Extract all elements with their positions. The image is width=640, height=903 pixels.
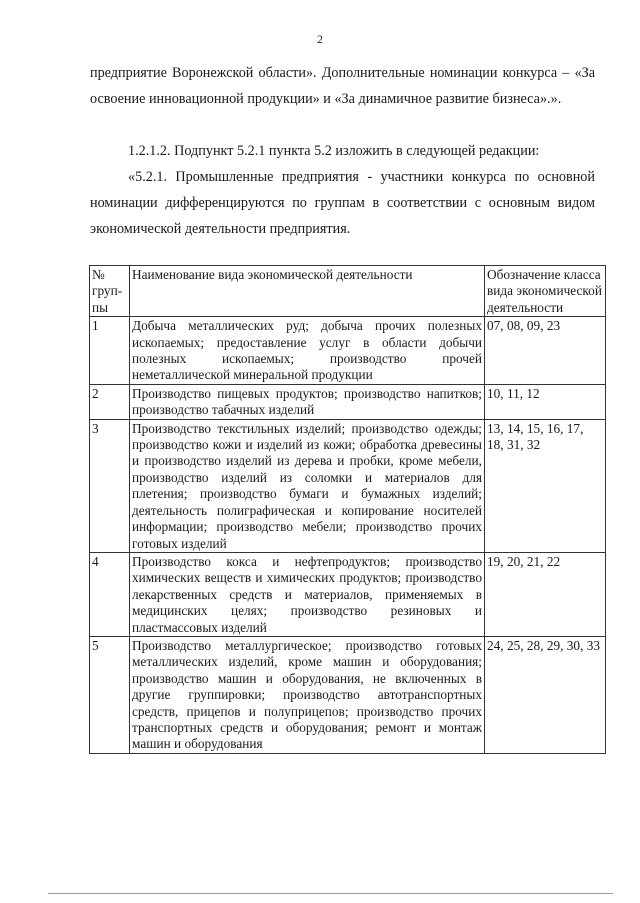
- header-group-number: № груп-пы: [90, 266, 130, 317]
- activity-name-cell: Производство пищевых продуктов; производство напитков; производство табачных изделий: [130, 384, 485, 419]
- header-activity-name: Наименование вида экономической деятельности: [130, 266, 485, 317]
- activity-name-cell: Производство кокса и нефтепродуктов; производство химических веществ и химических продуктов; производство лекарственных средств и материалов, применяемых в медицинских целях; производство резиновых и пластмассовых изделий: [130, 552, 485, 636]
- group-number-cell: 2: [90, 384, 130, 419]
- table-row: [90, 636, 606, 753]
- group-number-cell: 5: [90, 636, 130, 753]
- activity-class-cell: 10, 11, 12: [485, 384, 606, 419]
- table-row: [90, 419, 606, 552]
- activity-name-cell: Добыча металлических руд; добыча прочих полезных ископаемых; предоставление услуг в области добычи полезных ископаемых; производство прочей неметаллической минеральной продукции: [130, 317, 485, 385]
- table-row: [90, 552, 606, 636]
- table-row: [90, 384, 606, 419]
- page-number: 2: [317, 32, 323, 46]
- activity-class-cell: 19, 20, 21, 22: [485, 552, 606, 636]
- paragraph-nominations: предприятие Воронежской области». Дополнительные номинации конкурса – «За освоение инновационной продукции» и «За динамичное развитие бизнеса».».: [90, 65, 595, 107]
- group-number-cell: 1: [90, 317, 130, 385]
- table-header-row: [90, 266, 606, 317]
- group-number-cell: 3: [90, 419, 130, 552]
- activity-groups-table: [89, 265, 606, 754]
- paragraph-subpoint-edit: 1.2.1.2. Подпункт 5.2.1 пункта 5.2 изложить в следующей редакции:: [128, 143, 540, 159]
- table-row: [90, 317, 606, 385]
- group-number-cell: 4: [90, 552, 130, 636]
- activity-name-cell: Производство металлургическое; производство готовых металлических изделий, кроме машин и оборудования; производство машин и оборудования, не включенных в другие группировки; производство автотранспортных средств, прицепов и полуприцепов; производство прочих транспортных средств и оборудования; ремонт и монтаж машин и оборудования: [130, 636, 485, 753]
- page-bottom-edge: [48, 893, 613, 894]
- activity-class-cell: 07, 08, 09, 23: [485, 317, 606, 385]
- paragraph-groups-intro: «5.2.1. Промышленные предприятия - участники конкурса по основной номинации дифференцируются по группам в соответствии с основным видом экономической деятельности предприятия.: [90, 169, 595, 237]
- activity-class-cell: 24, 25, 28, 29, 30, 33: [485, 636, 606, 753]
- activity-class-cell: 13, 14, 15, 16, 17, 18, 31, 32: [485, 419, 606, 552]
- activity-name-cell: Производство текстильных изделий; производство одежды; производство кожи и изделий из кожи; обработка древесины и производство изделий из дерева и пробки, кроме мебели, производство изделий из соломки и материалов для плетения; производство бумаги и бумажных изделий; деятельность полиграфическая и копирование носителей информации; производство мебели; производство прочих готовых изделий: [130, 419, 485, 552]
- header-activity-class: Обозначение класса вида экономической деятельности: [485, 266, 606, 317]
